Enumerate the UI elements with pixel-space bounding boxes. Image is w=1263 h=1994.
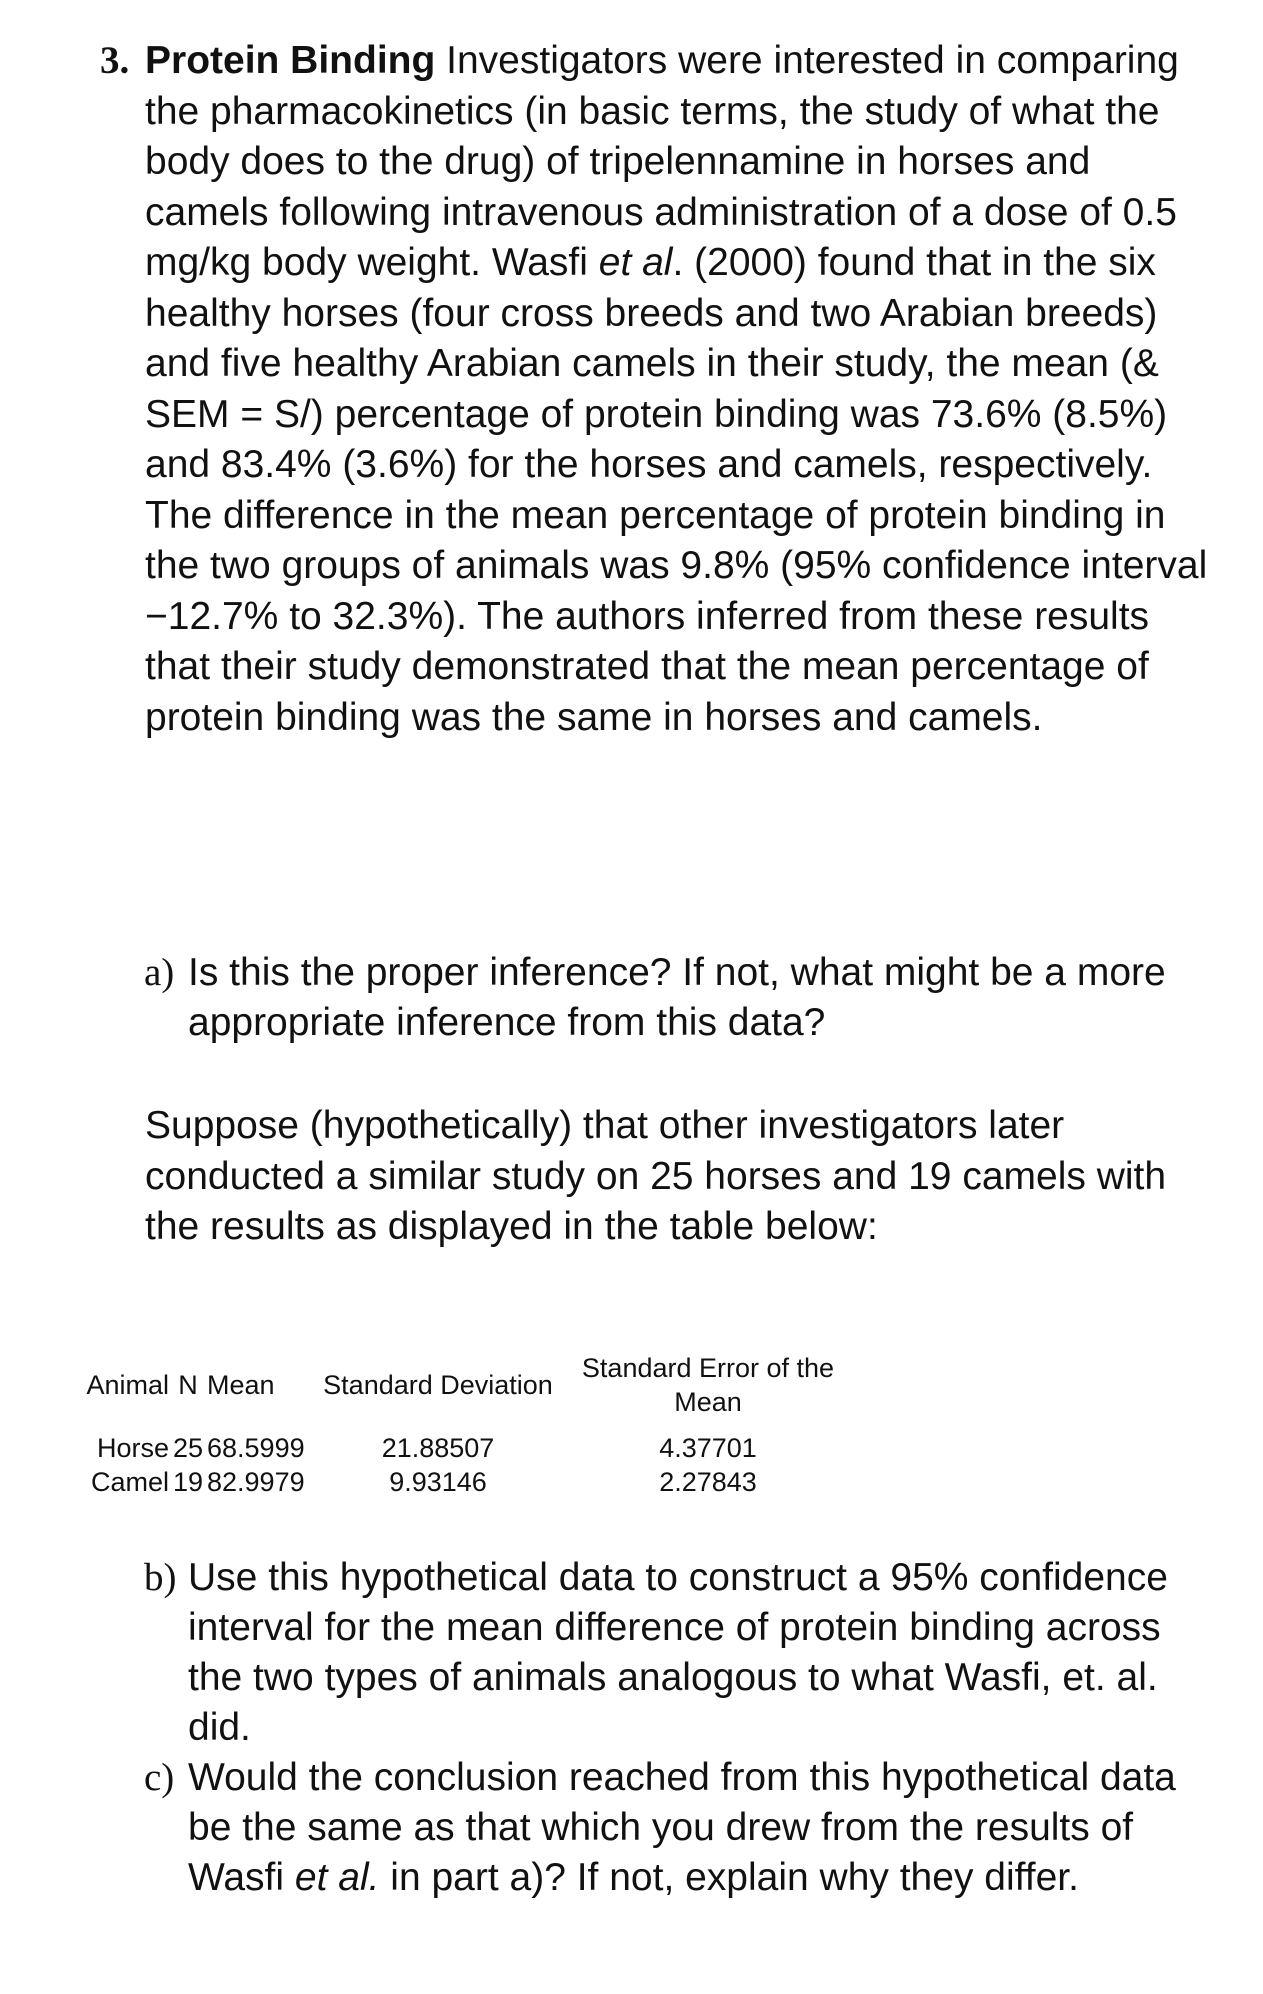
header-mean: Mean (207, 1370, 275, 1400)
part-c-text-1: Would the conclusion reached from this hypothetical data be the same as that which you drew from the results of Wasfi (188, 1756, 1176, 1899)
cell-animal: Camel (90, 1467, 169, 1497)
question-intro-1: Investigators were interested in comparing the pharmacokinetics (in basic terms, the study of what the body does to the drug) of tripelennamine in horses and camels following intravenous administration of a dose of 0.5 mg/kg body weight. Wasfi (145, 39, 1179, 284)
part-b (144, 1553, 1224, 1753)
part-a (144, 948, 1224, 1048)
header-animal: Animal (86, 1370, 169, 1400)
results-table (56, 1351, 853, 1499)
cell-sd: 9.93146 (389, 1467, 487, 1497)
part-c-label: c) (144, 1756, 175, 1799)
cell-n: 19 (172, 1467, 204, 1497)
part-a-label: a) (144, 951, 175, 994)
cell-n: 25 (172, 1433, 204, 1463)
cell-mean: 68.5999 (207, 1433, 305, 1463)
part-b-label: b) (144, 1556, 177, 1599)
question-paragraph (145, 36, 1215, 743)
part-c-text-2: in part a)? If not, explain why they differ. (379, 1856, 1079, 1899)
table-row (56, 1431, 853, 1465)
header-n: N (178, 1370, 198, 1400)
cell-animal: Horse (96, 1433, 169, 1463)
hypothetical-paragraph: Suppose (hypothetically) that other investigators later conducted a similar study on 25 horses and 19 camels with the results as displayed in the table below: (145, 1104, 1167, 1248)
part-c-text (144, 1753, 1224, 1903)
question-title: Protein Binding (145, 39, 436, 82)
part-a-text: Is this the proper inference? If not, what might be a more appropriate inference from this data? (188, 951, 1166, 1044)
header-sem: Standard Error of the Mean (581, 1353, 835, 1417)
et-al-italic: et al (598, 241, 673, 284)
cell-sd: 21.88507 (381, 1433, 495, 1463)
question-intro-2: . (2000) found that in the six healthy horses (four cross breeds and two Arabian breeds) and five healthy Arabian camels in their study, the mean (& SEM = S/) percentage of protein binding was 73.6% (8.5%) and 83.4% (3.6%) for the horses and camels, respectively. The difference in the mean percentage of protein binding in the two groups of animals was 9.8% (95% confidence interval −12.7% to 32.3%). The authors inferred from these results that their study demonstrated that the mean percentage of protein binding was the same in horses and camels. (145, 241, 1208, 739)
part-c (144, 1753, 1224, 1903)
table-row (56, 1465, 853, 1499)
header-sd: Standard Deviation (323, 1370, 553, 1400)
question-number: 3. (100, 39, 130, 82)
cell-sem: 2.27843 (659, 1467, 757, 1497)
cell-sem: 4.37701 (659, 1433, 757, 1463)
cell-mean: 82.9979 (207, 1467, 305, 1497)
part-c-et-al: et al. (294, 1856, 380, 1899)
part-b-text: Use this hypothetical data to construct a 95% confidence interval for the mean difference of protein binding across the two types of animals analogous to what Wasfi, et. al. did. (188, 1556, 1168, 1749)
table-header-row (56, 1351, 853, 1419)
